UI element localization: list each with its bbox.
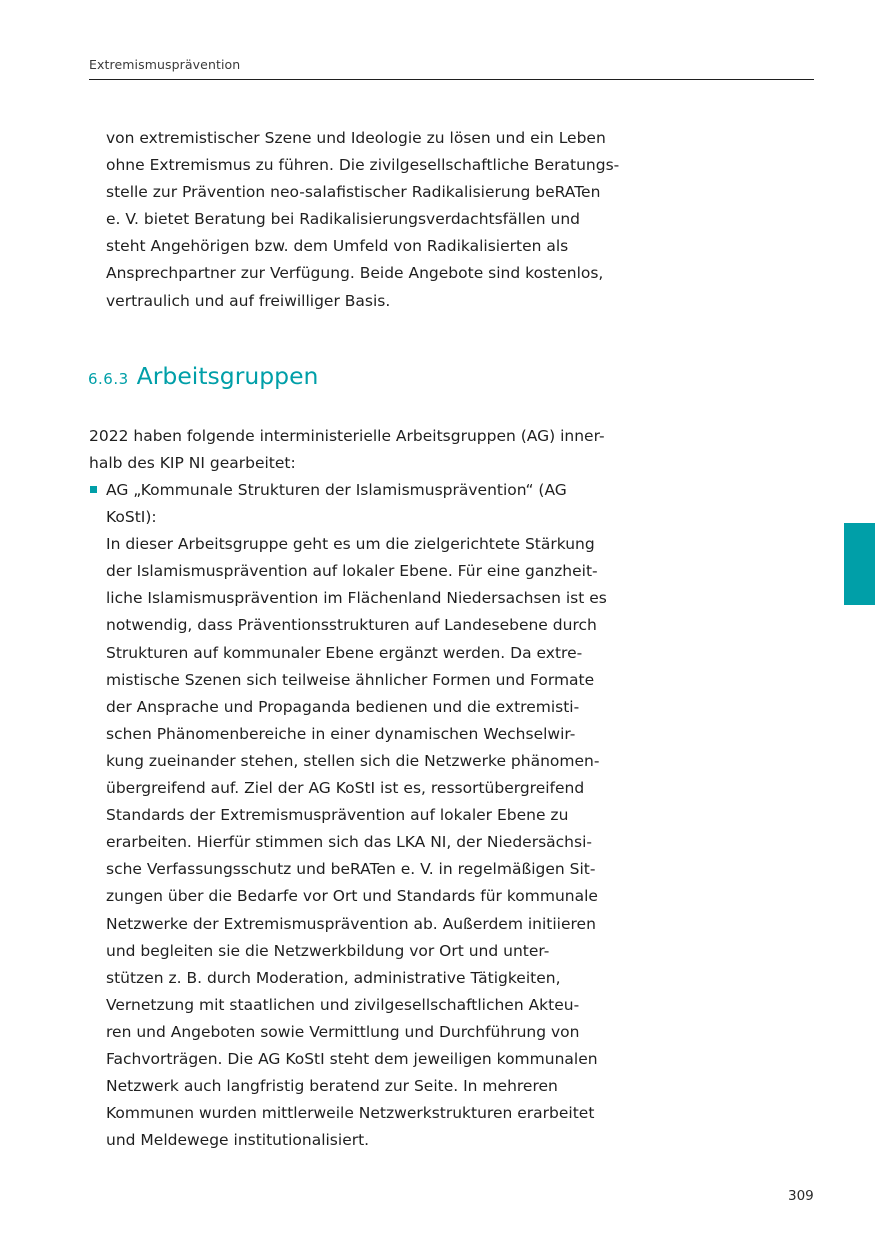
chapter-tab-marker bbox=[844, 523, 875, 605]
text-line: vertraulich und auf freiwilliger Basis. bbox=[106, 291, 391, 310]
text-line: von extremistischer Szene und Ideologie zu lösen und ein Leben bbox=[106, 129, 606, 147]
header-divider bbox=[89, 79, 814, 80]
text-line: steht Angehörigen bzw. dem Umfeld von Radikalisierten als bbox=[106, 237, 569, 256]
text-line: der Islamismusprävention auf lokaler Ebene. Für eine ganzheit- bbox=[106, 562, 598, 581]
bullet-item bbox=[106, 477, 607, 1154]
text-line: Netzwerk auch langfristig beratend zur Seite. In mehreren bbox=[106, 1077, 558, 1096]
text-line: Ansprechpartner zur Verfügung. Beide Angebote sind kostenlos, bbox=[106, 264, 604, 283]
text-line: AG „Kommunale Strukturen der Islamismusprävention“ (AG bbox=[106, 481, 567, 499]
bullet-square-icon bbox=[90, 486, 97, 493]
text-line: schen Phänomenbereiche in einer dynamischen Wechselwir- bbox=[106, 724, 576, 743]
text-line: KoStI): bbox=[106, 508, 157, 527]
text-line: und begleiten sie die Netzwerkbildung vor Ort und unter- bbox=[106, 941, 550, 960]
page-number: 309 bbox=[788, 1188, 814, 1204]
text-line: e. V. bietet Beratung bei Radikalisierungsverdachtsfällen und bbox=[106, 210, 581, 229]
text-line: übergreifend auf. Ziel der AG KoStI ist es, ressortübergreifend bbox=[106, 779, 585, 798]
text-line: stelle zur Prävention neo-salafistischer Radikalisierung beRATen bbox=[106, 183, 601, 202]
text-line: zungen über die Bedarfe vor Ort und Standards für kommunale bbox=[106, 887, 598, 906]
text-line: Vernetzung mit staatlichen und zivilgesellschaftlichen Akteu- bbox=[106, 995, 580, 1014]
text-line: mistische Szenen sich teilweise ähnlicher Formen und Formate bbox=[106, 670, 595, 689]
text-line: In dieser Arbeitsgruppe geht es um die zielgerichtete Stärkung bbox=[106, 535, 595, 554]
text-line: der Ansprache und Propaganda bedienen und die extremisti- bbox=[106, 697, 580, 716]
text-line: kung zueinander stehen, stellen sich die Netzwerke phänomen- bbox=[106, 751, 600, 770]
text-line: 2022 haben folgende interministerielle Arbeitsgruppen (AG) inner- bbox=[89, 427, 605, 445]
text-line: ohne Extremismus zu führen. Die zivilgesellschaftliche Beratungs- bbox=[106, 156, 620, 175]
text-line: Standards der Extremismusprävention auf lokaler Ebene zu bbox=[106, 806, 569, 825]
text-line: liche Islamismusprävention im Flächenland Niedersachsen ist es bbox=[106, 589, 607, 608]
intro-paragraph bbox=[106, 125, 619, 315]
text-line: Netzwerke der Extremismusprävention ab. Außerdem initiieren bbox=[106, 914, 596, 933]
text-line: Fachvorträgen. Die AG KoStI steht dem jeweiligen kommunalen bbox=[106, 1049, 598, 1068]
text-line: ren und Angeboten sowie Vermittlung und Durchführung von bbox=[106, 1022, 580, 1041]
section-title: Arbeitsgruppen bbox=[136, 362, 319, 390]
section-heading bbox=[88, 362, 318, 390]
text-line: und Meldewege institutionalisiert. bbox=[106, 1131, 370, 1150]
text-line: Kommunen wurden mittlerweile Netzwerkstrukturen erarbeitet bbox=[106, 1104, 595, 1123]
running-header: Extremismusprävention bbox=[89, 57, 241, 72]
text-line: erarbeiten. Hierfür stimmen sich das LKA NI, der Niedersächsi- bbox=[106, 833, 592, 852]
text-line: sche Verfassungsschutz und beRATen e. V. in regelmäßigen Sit- bbox=[106, 860, 596, 879]
text-line: halb des KIP NI gearbeitet: bbox=[89, 454, 296, 473]
text-line: stützen z. B. durch Moderation, administrative Tätigkeiten, bbox=[106, 968, 561, 987]
section-number: 6.6.3 bbox=[88, 370, 129, 388]
text-line: Strukturen auf kommunaler Ebene ergänzt werden. Da extre- bbox=[106, 643, 583, 662]
text-line: notwendig, dass Präventionsstrukturen auf Landesebene durch bbox=[106, 616, 597, 635]
lead-paragraph bbox=[89, 423, 605, 477]
